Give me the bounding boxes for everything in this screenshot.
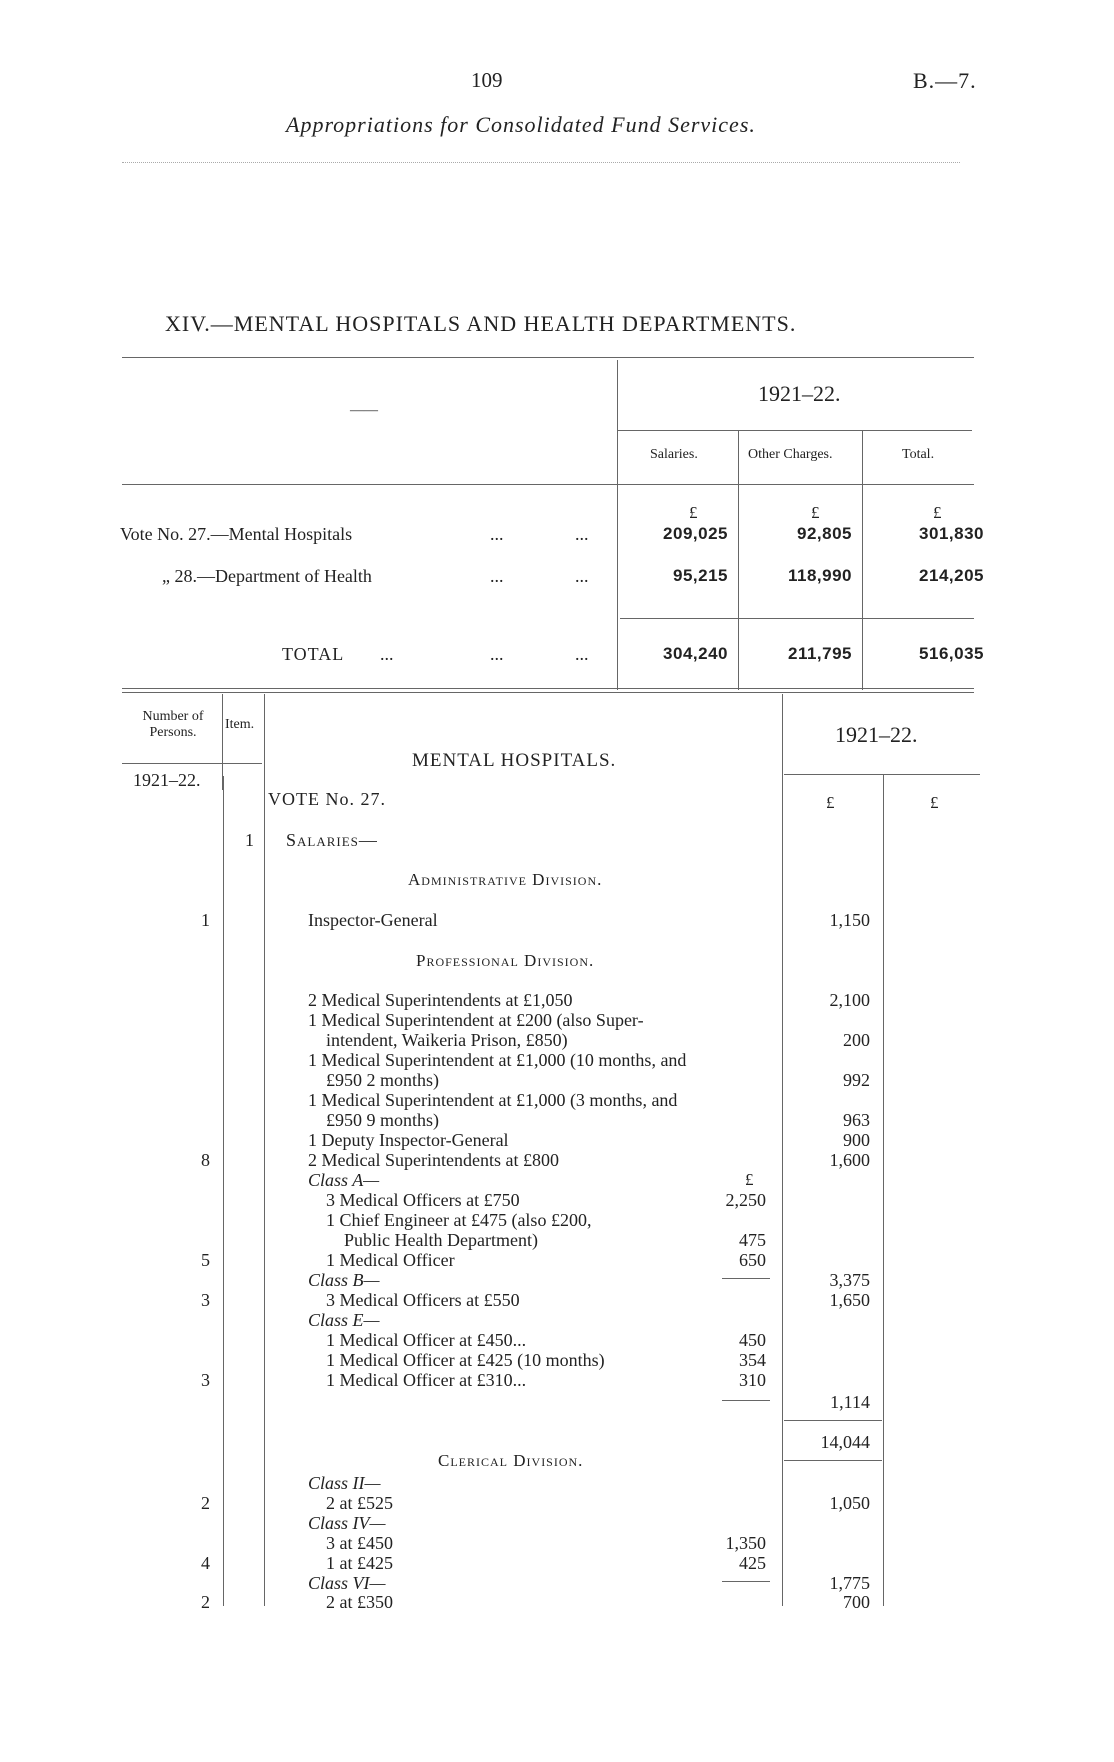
persons-count: 4: [201, 1553, 210, 1573]
detail-currency-1: £: [826, 793, 835, 812]
clerical-division: Clerical Division.: [438, 1451, 584, 1470]
class-iv-rule: [722, 1581, 770, 1582]
detail-col-sep-amount-2: [883, 774, 884, 1606]
summary-total-rule: [620, 618, 974, 619]
prof-amount: 900: [843, 1130, 870, 1150]
leader-dots: ...: [575, 524, 589, 544]
leader-dots: ...: [490, 566, 504, 586]
leader-dots: ...: [490, 644, 504, 664]
summary-divider: [617, 360, 618, 690]
class-a-line: 3 Medical Officers at £750: [326, 1190, 520, 1210]
section-title: XIV.—MENTAL HOSPITALS AND HEALTH DEPARTMENTS.: [165, 311, 797, 336]
vote-28-salaries: 95,215: [673, 566, 728, 585]
class-b-line: 3 Medical Officers at £550: [326, 1290, 520, 1310]
detail-head-rule-left: [122, 763, 262, 764]
col-number-of-persons: Number of Persons.: [142, 709, 204, 740]
summary-col-sep-2: [862, 430, 863, 690]
class-a-total: 3,375: [829, 1270, 870, 1290]
prof-line: 2 Medical Superintendents at £1,050: [308, 990, 573, 1010]
detail-year: 1921–22.: [835, 722, 918, 747]
summary-year-rule: [618, 430, 972, 431]
row-label-vote-28: „ 28.—Department of Health: [162, 566, 372, 586]
leader-dots: ...: [575, 644, 589, 664]
salaries-heading: Salaries—: [286, 830, 378, 850]
item-number: 1: [245, 830, 254, 850]
currency-other: £: [811, 503, 820, 522]
class-iv-sub: 1,350: [725, 1533, 766, 1553]
vote-27-salaries: 209,025: [663, 524, 728, 543]
summary-col-sep-1: [738, 430, 739, 690]
prof-line: £950 2 months): [326, 1070, 440, 1090]
currency-salaries: £: [689, 503, 698, 522]
prof-amount: 992: [843, 1070, 870, 1090]
summary-year: 1921–22.: [758, 381, 841, 406]
header-rule: [122, 162, 960, 163]
prof-line: 1 Medical Superintendent at £1,000 (3 months, and: [308, 1090, 678, 1110]
class-e-total: 1,114: [830, 1392, 870, 1412]
class-e-sub: 450: [739, 1330, 766, 1350]
class-a-sub: 650: [739, 1250, 766, 1270]
total-salaries: 304,240: [663, 644, 728, 663]
prof-line: intendent, Waikeria Prison, £850): [326, 1030, 568, 1050]
class-ii-line: 2 at £525: [326, 1493, 393, 1513]
administrative-division: Administrative Division.: [408, 870, 603, 889]
class-b-heading: Class B—: [308, 1270, 380, 1290]
persons-count: 5: [201, 1250, 210, 1270]
leader-dots: ...: [575, 566, 589, 586]
persons-count: 3: [201, 1290, 210, 1310]
col-persons-year: 1921–22.: [133, 770, 201, 790]
class-vi-amount: 700: [843, 1592, 870, 1612]
class-e-sub: 354: [739, 1350, 766, 1370]
vote-28-total: 214,205: [919, 566, 984, 585]
class-a-line: 1 Chief Engineer at £475 (also £200,: [326, 1210, 592, 1230]
class-ii-heading: Class II—: [308, 1473, 381, 1493]
detail-head-rule-right: [784, 774, 980, 775]
class-a-line: 1 Medical Officer: [326, 1250, 455, 1270]
persons-count: 2: [201, 1592, 210, 1612]
class-a-sub: 475: [739, 1230, 766, 1250]
class-a-sub: 2,250: [725, 1190, 766, 1210]
class-e-sub: 310: [739, 1370, 766, 1390]
vote-27-total: 301,830: [919, 524, 984, 543]
page-number: 109: [471, 68, 503, 92]
inspector-general-amount: 1,150: [829, 910, 870, 930]
detail-heading: MENTAL HOSPITALS.: [412, 750, 617, 771]
vote-28-other: 118,990: [787, 566, 852, 585]
class-ii-amount: 1,050: [829, 1493, 870, 1513]
vote-number: VOTE No. 27.: [268, 789, 386, 809]
total-other: 211,795: [787, 644, 852, 663]
class-iv-total: 1,775: [829, 1573, 870, 1593]
prof-amount: 2,100: [829, 990, 870, 1010]
summary-bottom-rule-double: [122, 692, 974, 693]
prof-line: £950 9 months): [326, 1110, 440, 1130]
class-a-rule: [722, 1278, 770, 1279]
class-iv-heading: Class IV—: [308, 1513, 386, 1533]
class-a-currency: £: [745, 1170, 754, 1189]
professional-division: Professional Division.: [416, 951, 595, 970]
detail-col-sep-item: [264, 694, 265, 1606]
detail-currency-2: £: [930, 793, 939, 812]
class-vi-heading: Class VI—: [308, 1573, 386, 1593]
prof-line: 1 Deputy Inspector-General: [308, 1130, 509, 1150]
col-other-charges: Other Charges.: [748, 447, 833, 462]
class-iv-line: 3 at £450: [326, 1533, 393, 1553]
class-e-line: 1 Medical Officer at £450...: [326, 1330, 527, 1350]
class-e-line: 1 Medical Officer at £425 (10 months): [326, 1350, 605, 1370]
class-e-rule: [722, 1400, 770, 1401]
col-item: Item.: [225, 717, 255, 732]
persons-count: 8: [201, 1150, 210, 1170]
professional-total: 14,044: [820, 1432, 870, 1452]
professional-total-rule: [784, 1420, 882, 1421]
col-salaries: Salaries.: [650, 447, 698, 462]
class-e-line: 1 Medical Officer at £310...: [326, 1370, 527, 1390]
detail-col-sep-amount-1: [782, 694, 783, 1606]
class-iv-sub: 425: [739, 1553, 766, 1573]
vote-27-other: 92,805: [797, 524, 852, 543]
prof-amount: 963: [843, 1110, 870, 1130]
prof-amount: 200: [843, 1030, 870, 1050]
summary-header-rule: [122, 484, 974, 485]
class-e-heading: Class E—: [308, 1310, 380, 1330]
col-total: Total.: [902, 447, 935, 462]
prof-line: 1 Medical Superintendent at £1,000 (10 months, and: [308, 1050, 687, 1070]
prof-line: 1 Medical Superintendent at £200 (also Super-: [308, 1010, 644, 1030]
class-vi-line: 2 at £350: [326, 1592, 393, 1612]
summary-blank-header: ——: [350, 403, 378, 418]
running-title: Appropriations for Consolidated Fund Services.: [286, 112, 756, 137]
leader-dots: ...: [380, 644, 394, 664]
row-label-vote-27: Vote No. 27.—Mental Hospitals: [120, 524, 353, 544]
leader-dots: ...: [490, 524, 504, 544]
persons-count: 2: [201, 1493, 210, 1513]
summary-bottom-rule: [122, 688, 974, 689]
document-reference: B.—7.: [913, 68, 977, 93]
currency-total: £: [933, 503, 942, 522]
prof-amount: 1,600: [829, 1150, 870, 1170]
professional-total-rule-bottom: [784, 1460, 882, 1461]
summary-top-rule: [122, 357, 974, 358]
persons-count: 3: [201, 1370, 210, 1390]
class-iv-line: 1 at £425: [326, 1553, 393, 1573]
class-b-amount: 1,650: [829, 1290, 870, 1310]
persons-inspector-general: 1: [201, 910, 210, 930]
detail-col-sep-persons: [223, 776, 224, 1606]
total-label: TOTAL: [282, 644, 345, 664]
class-a-line: Public Health Department): [344, 1230, 538, 1250]
total-total: 516,035: [919, 644, 984, 663]
class-a-heading: Class A—: [308, 1170, 380, 1190]
prof-line: 2 Medical Superintendents at £800: [308, 1150, 559, 1170]
inspector-general-label: Inspector-General: [308, 910, 438, 930]
